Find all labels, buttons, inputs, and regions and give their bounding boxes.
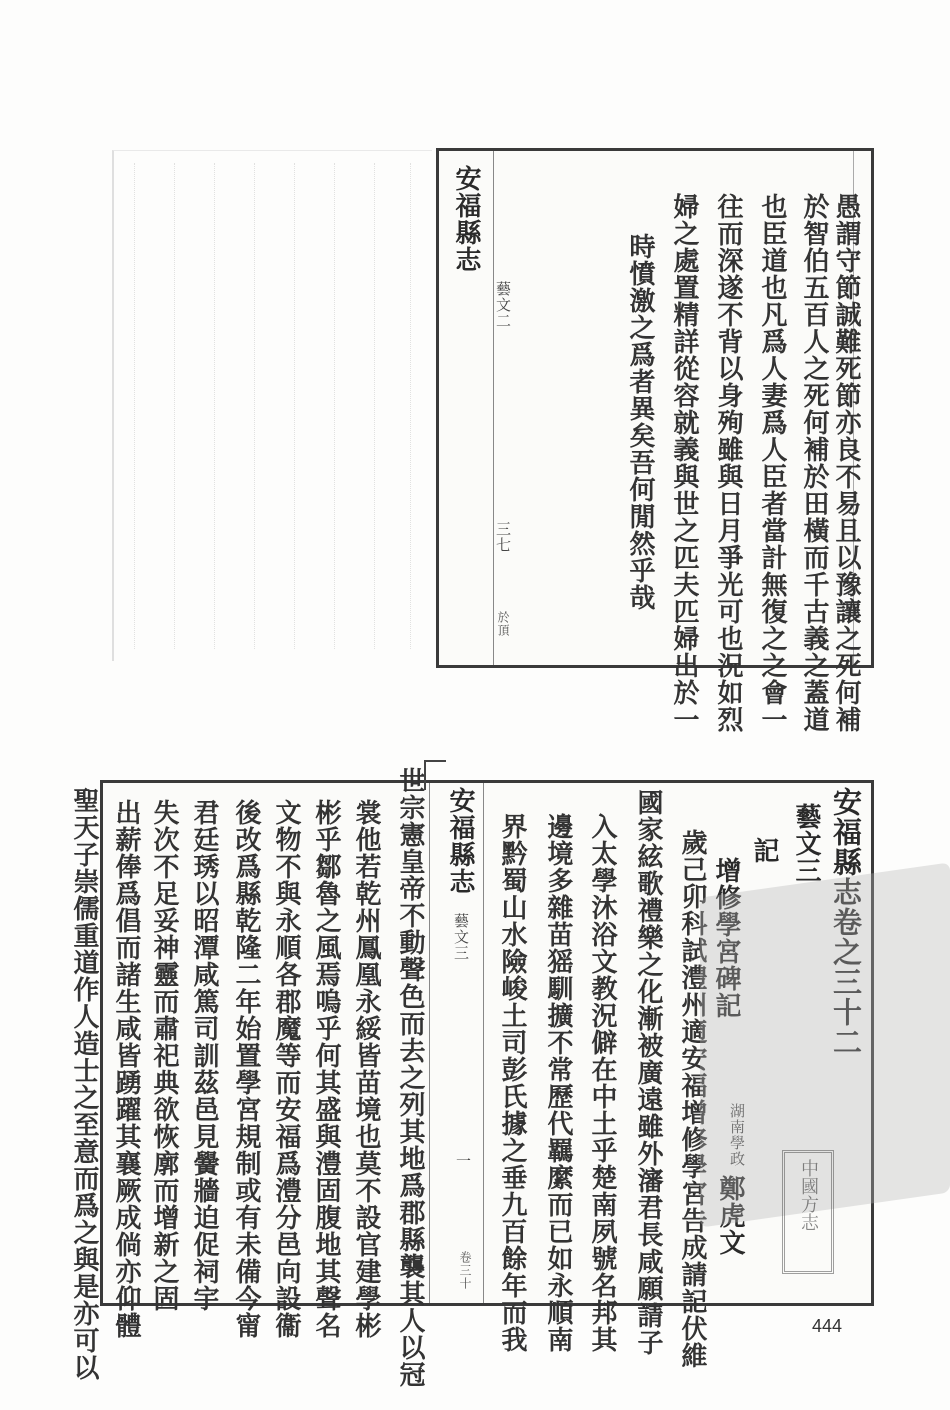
fold-page-number: 三七	[494, 521, 512, 553]
genre-label: 記	[749, 837, 779, 864]
page-number: 444	[812, 1316, 843, 1336]
stamp-text: 中國方志	[798, 1159, 819, 1231]
text-column: 也臣道也凡爲人妻爲人臣者當計無復之之會一	[757, 193, 787, 733]
text-column: 裳他若乾州鳳凰永綏皆苗境也莫不設官建學彬	[351, 799, 381, 1339]
text-column: 出薪俸爲倡而諸生咸皆踴躍其襄厥成倘亦仰體	[111, 799, 141, 1339]
text-column: 於智伯五百人之死何補於田橫而千古義之蓋道	[799, 193, 829, 733]
text-column: 歲己卯科試澧州適安福增修學宮告成請記伏維	[677, 829, 707, 1369]
text-column: 失次不足妥神靈而肅祀典欲恢廓而增新之固	[149, 799, 179, 1312]
book-title: 安福縣志卷之三十二	[829, 787, 863, 1057]
text-column: 入太學沐浴文教況僻在中土乎楚南夙號名邦其	[587, 813, 617, 1353]
text-column: 世宗憲皇帝不動聲色而去之列其地爲郡縣襲其人以冠	[395, 767, 425, 1388]
fold-title: 安福縣志	[445, 787, 475, 895]
text-column: 文物不與永順各郡魔等而安福爲澧分邑向設衞	[271, 799, 301, 1339]
top-page	[436, 148, 874, 733]
section-title: 藝文三	[791, 803, 821, 884]
text-column: 時憤激之爲者異矣吾何閒然乎哉	[625, 233, 655, 611]
author-office: 湖南學政	[728, 1103, 746, 1167]
text-column: 國家絃歌禮樂之化漸被廣遠雖外瀋君長咸願請子	[633, 789, 663, 1356]
author-name: 鄭虎文	[715, 1175, 745, 1256]
fold-section: 藝文三	[452, 913, 470, 961]
text-column: 後改爲縣乾隆二年始置學宮規制或有未備今甯	[231, 799, 261, 1339]
text-column: 君廷琇以昭潭咸篤司訓茲邑見黌牆迫促祠宇	[189, 799, 219, 1312]
text-column: 界黔蜀山水險峻土司彭氏據之垂九百餘年而我	[497, 813, 527, 1353]
fold-tail: 於頂	[496, 611, 510, 637]
text-column: 往而深遂不背以身殉雖與日月爭光可也況如烈	[713, 193, 743, 733]
text-column: 聖天子崇儒重道作人造士之至意而爲之與是亦可以	[69, 787, 99, 1381]
text-column: 邊境多雜苗猺馴擴不常歷代羈縻而已如永順南	[543, 813, 573, 1353]
fold-tail: 卷三十	[458, 1251, 472, 1290]
essay-title: 增修學宮碑記	[711, 857, 741, 1019]
text-column: 婦之處置精詳從容就義與世之匹夫匹婦出於一	[669, 193, 699, 733]
elevation-bracket	[424, 760, 446, 790]
bleed-through-page	[112, 150, 432, 661]
text-column: 愚謂守節誠難死節亦良不易且以豫讓之死何補	[831, 193, 861, 733]
text-column: 彬乎鄒魯之風焉嗚乎何其盛與澧固腹地其聲名	[311, 799, 341, 1339]
fold-section: 藝文二	[494, 281, 512, 329]
fold-title: 安福縣志	[451, 165, 481, 273]
fold-page-number: 一	[454, 1153, 472, 1169]
library-stamp	[782, 1150, 834, 1274]
